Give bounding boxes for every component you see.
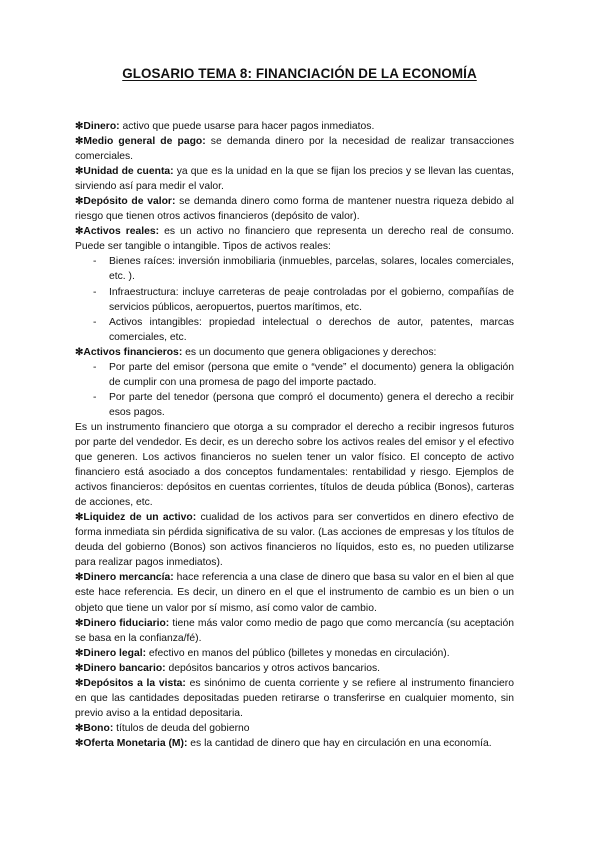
asterisk-icon: ✻ <box>75 677 84 689</box>
entry-definition: es la cantidad de dinero que hay en circulación en una economía. <box>187 737 492 749</box>
entry-term: Dinero bancario: <box>83 662 166 674</box>
entry-term: Dinero legal: <box>83 647 147 659</box>
entry-term: Dinero mercancía: <box>83 572 174 584</box>
glossary-entry-dinero-bancario <box>75 661 514 676</box>
entry-term: Activos reales: <box>83 226 160 238</box>
entry-term: Liquidez de un activo: <box>83 512 197 524</box>
glossary-entry-bono <box>75 721 514 736</box>
asterisk-icon: ✻ <box>75 617 84 629</box>
glossary-entry-dinero-legal <box>75 646 514 661</box>
asterisk-icon: ✻ <box>75 121 84 132</box>
entry-definition: se demanda dinero por la necesidad de realizar transacciones comerciales. <box>75 136 514 163</box>
entry-definition: activo que puede usarse para hacer pagos inmediatos. <box>119 121 375 132</box>
entry-definition: efectivo en manos del público (billetes y monedas en circulación). <box>146 647 450 659</box>
list-item: - Bienes raíces: inversión inmobiliaria (inmuebles, parcelas, solares, locales comerciales, etc. ). <box>93 254 514 284</box>
entry-term: Bono: <box>83 722 114 734</box>
list-item: - Infraestructura: incluye carreteras de peaje controladas por el gobierno, compañías de servicios públicos, aeropuertos, puertos marítimos, etc. <box>93 285 514 315</box>
glossary-entry-activos-reales <box>75 224 514 254</box>
asterisk-icon: ✻ <box>75 662 84 674</box>
glossary-entry-liquidez-de-un-activo <box>75 510 514 570</box>
asterisk-icon: ✻ <box>75 572 84 584</box>
list-item: - Por parte del tenedor (persona que compró el documento) genera el derecho a recibir esos pagos. <box>93 390 514 420</box>
activos-reales-list <box>75 254 514 344</box>
glossary-entry-depositos-a-la-vista <box>75 676 514 721</box>
asterisk-icon: ✻ <box>75 136 84 148</box>
entry-definition: hace referencia a una clase de dinero que basa su valor en el bien al que este hace referencia. Es decir, un dinero en el que el instrumento de cambio es un bien o un objeto que tiene un valor por sí mismo, así como valor de cambio. <box>75 572 514 614</box>
activos-financieros-explanation: Es un instrumento financiero que otorga a su comprador el derecho a recibir ingresos futuros por parte del vendedor. Es decir, es un derecho sobre los activos reales del emisor y el efectivo que generen. Los activos financieros no suelen tener un valor físico. El concepto de activo financiero está asociado a dos conceptos fundamentales: rentabilidad y riesgo. Ejemplos de activos financieros: depósitos en cuentas corrientes, títulos de deuda pública (Bonos), carteras de acciones, etc. <box>75 421 514 509</box>
glossary-entry-medio-general-de-pago <box>75 134 514 164</box>
entry-term: Dinero fiduciario: <box>83 617 170 629</box>
entry-definition: se demanda dinero como forma de mantener nuestra riqueza debido al riesgo que tienen otros activos financieros (depósito de valor). <box>75 196 514 223</box>
glossary-entry-activos-financieros <box>75 345 514 360</box>
entry-term: Oferta Monetaria (M): <box>83 737 188 749</box>
entry-term: Depósito de valor: <box>83 196 176 208</box>
glossary-entry-oferta-monetaria <box>75 736 514 751</box>
asterisk-icon: ✻ <box>75 226 84 238</box>
asterisk-icon: ✻ <box>75 346 84 358</box>
entry-definition: cualidad de los activos para ser convertidos en dinero efectivo de forma inmediata sin pérdida significativa de su valor. (Las acciones de empresas y los títulos de deuda del gobierno (Bonos) son activos financieros no líquidos, esto es, no pueden utilizarse para realizar pagos inmediatos). <box>75 512 514 569</box>
asterisk-icon: ✻ <box>75 166 84 178</box>
glossary-entry-dinero <box>75 119 514 134</box>
entry-definition: depósitos bancarios y otros activos bancarios. <box>165 662 381 674</box>
entry-definition: títulos de deuda del gobierno <box>113 722 250 734</box>
glossary-entry-unidad-de-cuenta <box>75 164 514 194</box>
glossary-entry-deposito-de-valor <box>75 194 514 224</box>
entry-definition: es un documento que genera obligaciones y derechos: <box>182 346 437 358</box>
entry-term: Dinero: <box>83 121 120 132</box>
entry-term: Unidad de cuenta: <box>83 166 174 178</box>
asterisk-icon: ✻ <box>75 647 84 659</box>
list-item: - Activos intangibles: propiedad intelectual o derechos de autor, patentes, marcas comerciales, etc. <box>93 315 514 345</box>
glossary-entry-dinero-mercancia <box>75 570 514 615</box>
asterisk-icon: ✻ <box>75 512 84 524</box>
entry-definition: tiene más valor como medio de pago que como mercancía (su aceptación se basa en la confianza/fé). <box>75 617 514 644</box>
glossary-entry-dinero-fiduciario <box>75 616 514 646</box>
entry-term: Activos financieros: <box>83 346 183 358</box>
entry-definition: ya que es la unidad en la que se fijan los precios y se llevan las cuentas, sirviendo así para medir el valor. <box>75 166 514 193</box>
entry-term: Medio general de pago: <box>83 136 206 148</box>
list-item: - Por parte del emisor (persona que emite o “vende” el documento) genera la obligación de cumplir con una promesa de pago del importe pactado. <box>93 360 514 390</box>
glossary-body <box>75 119 514 751</box>
asterisk-icon: ✻ <box>75 722 84 734</box>
entry-term: Depósitos a la vista: <box>83 677 186 689</box>
asterisk-icon: ✻ <box>75 737 84 749</box>
entry-definition: es sinónimo de cuenta corriente y se refiere al instrumento financiero en que las cantidades depositadas pueden retirarse o transferirse en cualquier momento, sin previo aviso a la entidad depositaria. <box>75 677 514 719</box>
asterisk-icon: ✻ <box>75 196 84 208</box>
entry-definition: es un activo no financiero que representa un derecho real de consumo. Puede ser tangible o intangible. Tipos de activos reales: <box>75 226 514 253</box>
document-title: GLOSARIO TEMA 8: FINANCIACIÓN DE LA ECONOMÍA <box>122 66 477 81</box>
activos-financieros-list <box>75 360 514 420</box>
